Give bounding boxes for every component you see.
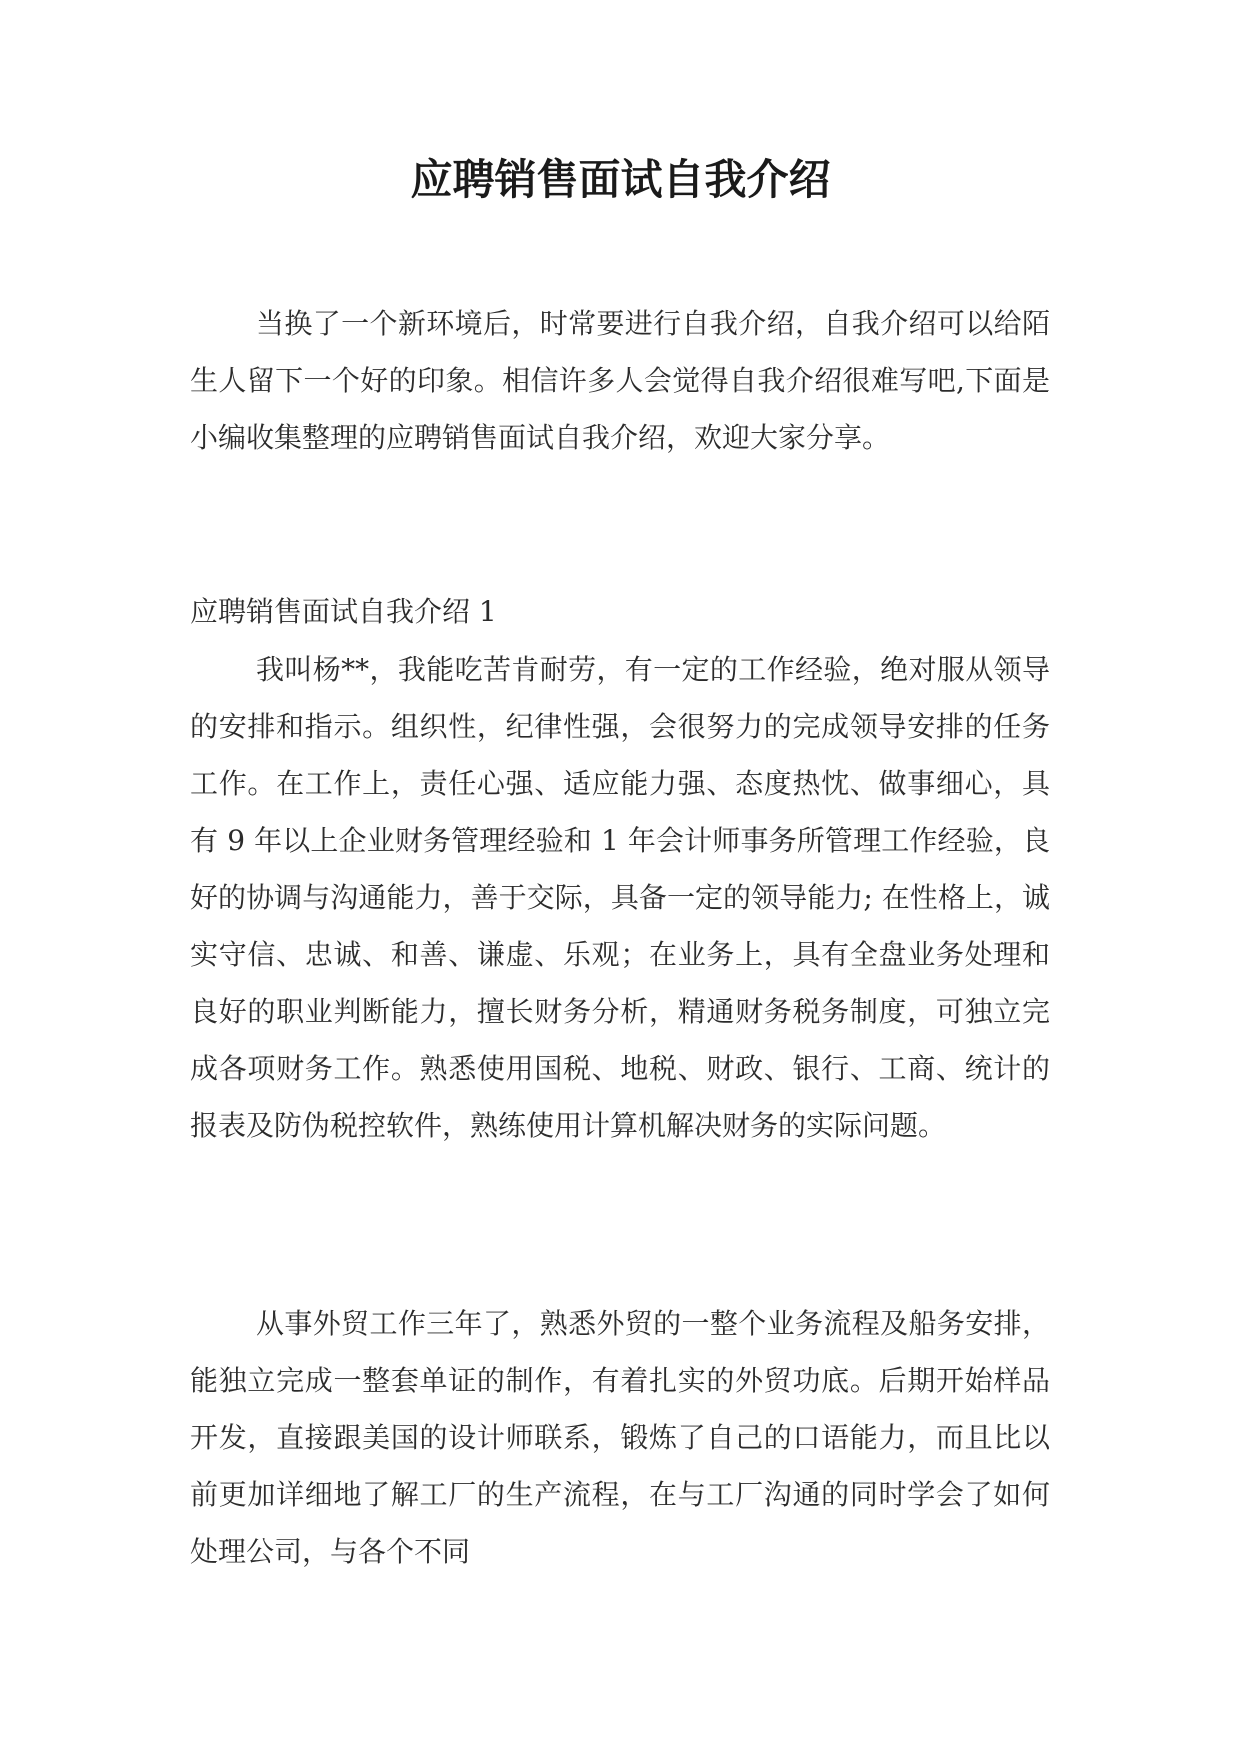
intro-paragraph: 当换了一个新环境后，时常要进行自我介绍，自我介绍可以给陌生人留下一个好的印象。相信许多人会觉得自我介绍很难写吧,下面是小编收集整理的应聘销售面试自我介绍，欢迎大家分享。 [190,307,1050,454]
body-paragraph: 我叫杨**，我能吃苦肯耐劳，有一定的工作经验，绝对服从领导的安排和指示。组织性，纪律性强，会很努力的完成领导安排的任务工作。在工作上，责任心强、适应能力强、态度热忱、做事细心，具有 9 年以上企业财务管理经验和 1 年会计师事务所管理工作经验，良好的协调与沟通能力，善于交际，具备一定的领导能力; 在性格上，诚实守信、忠诚、和善、谦虚、乐观；在业务上，具有全盘业务处理和良好的职业判断能力，擅长财务分析，精通财务税务制度，可独立完成各项财务工作。熟悉使用国税、地税、财政、银行、工商、统计的报表及防伪税控软件，熟练使用计算机解决财务的实际问题。 [190,653,1050,1142]
document-title: 应聘销售面试自我介绍 [410,155,831,204]
body-paragraph: 从事外贸工作三年了，熟悉外贸的一整个业务流程及船务安排，能独立完成一整套单证的制作，有着扎实的外贸功底。后期开始样品开发，直接跟美国的设计师联系，锻炼了自己的口语能力，而且比以前更加详细地了解工厂的生产流程，在与工厂沟通的同时学会了如何处理公司，与各个不同 [190,1307,1050,1568]
section-heading: 应聘销售面试自我介绍 1 [190,595,497,628]
